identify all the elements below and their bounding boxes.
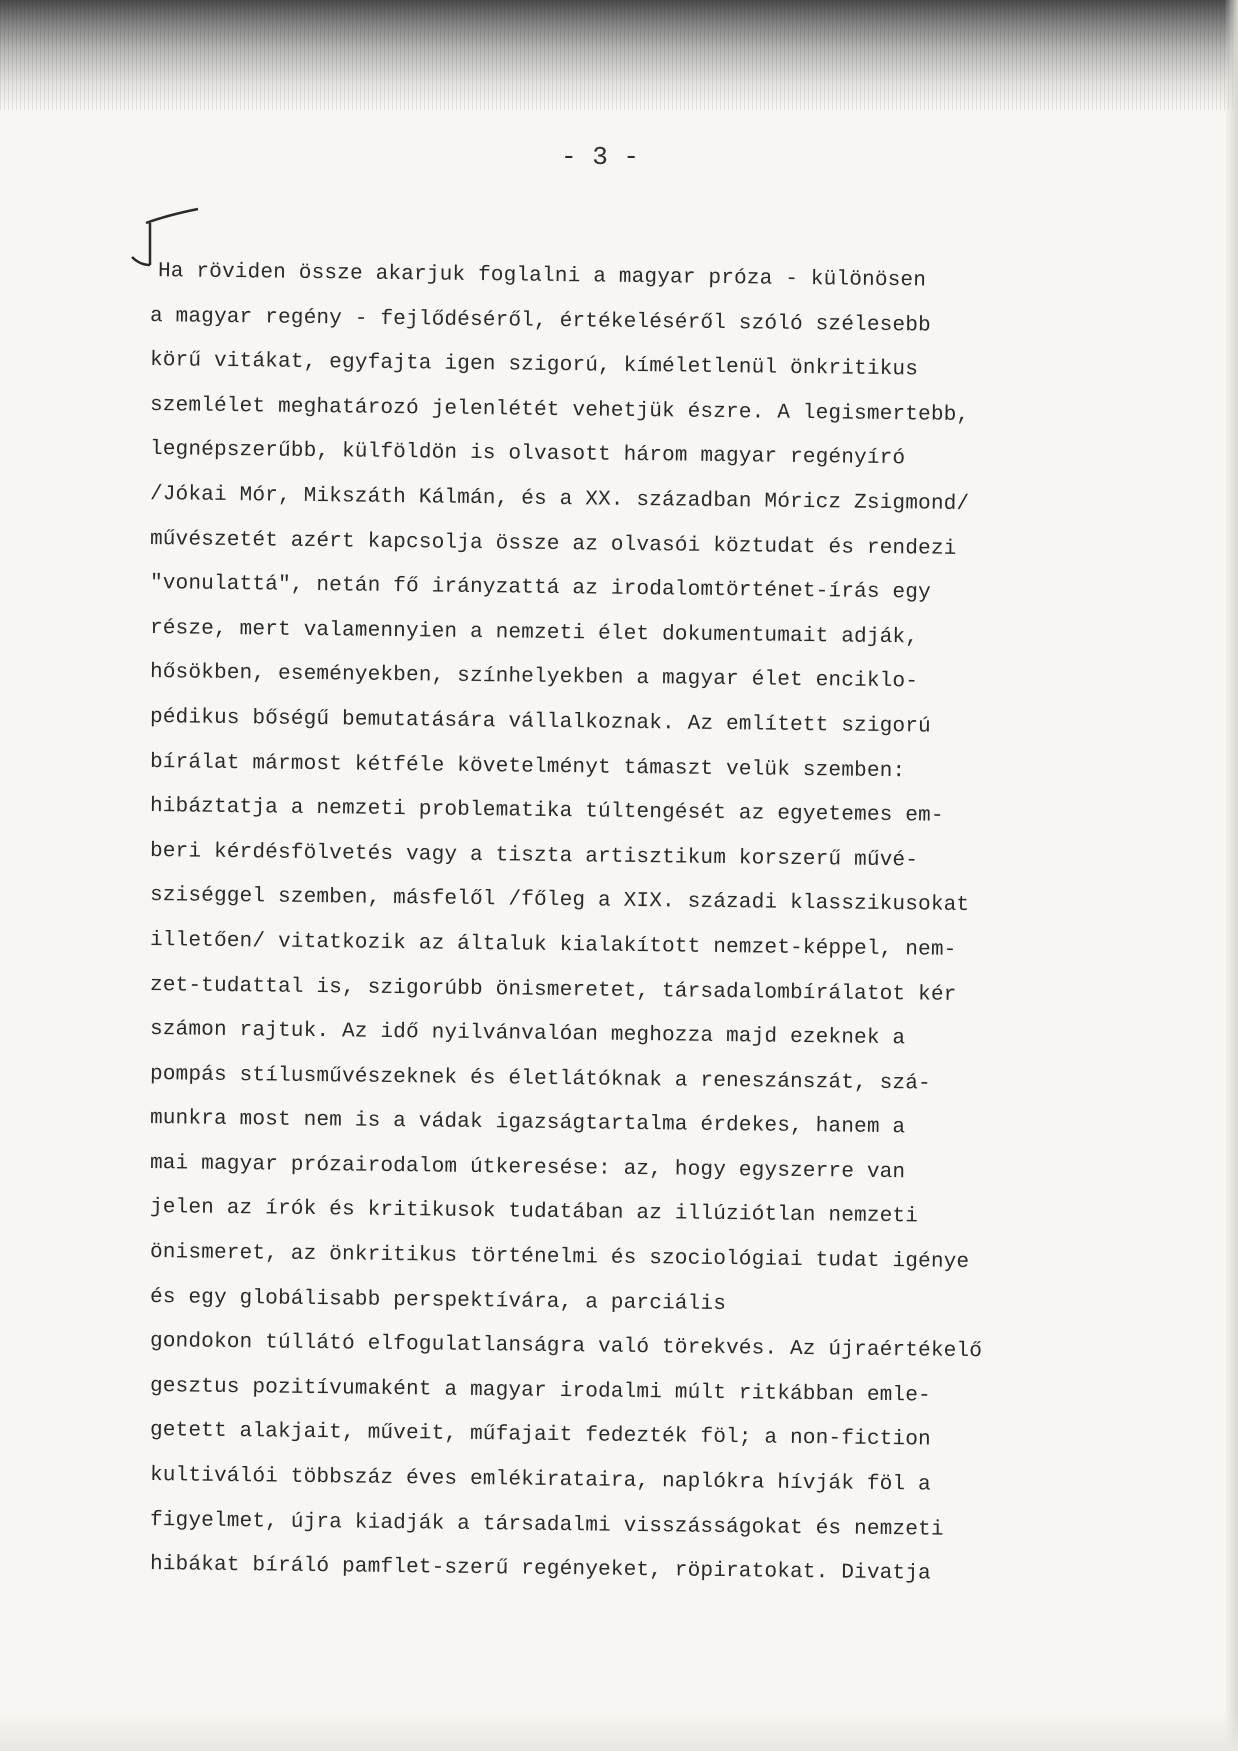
text-line: /Jókai Mór, Mikszáth Kálmán, és a XX. században Móricz Zsigmond/ [149, 482, 970, 516]
text-line: bírálat mármost kétféle követelményt támaszt velük szemben: [149, 750, 906, 783]
text-line: számon rajtuk. Az idő nyilvánvalóan meghozza majd ezeknek a [149, 1018, 906, 1051]
text-line: zet-tudattal is, szigorúbb önismeretet, társadalombírálatot kér [149, 973, 957, 1007]
text-line: munkra most nem is a vádak igazságtartalma érdekes, hanem a [149, 1107, 906, 1140]
text-line: sziséggel szemben, másfelől /főleg a XIX. századi klasszikusokat [149, 884, 970, 918]
text-line: gesztus pozitívumaként a magyar irodalmi múlt ritkábban emle- [149, 1374, 932, 1408]
text-line: getett alakjait, műveit, műfajait fedezték föl; a non-fiction [149, 1419, 932, 1452]
text-line: szemlélet meghatározó jelenlétét vehetjük észre. A legismertebb, [149, 393, 970, 427]
text-line: kultiválói többszáz éves emlékirataira, naplókra hívják föl a [149, 1464, 932, 1497]
text-line: illetően/ vitatkozik az általuk kialakított nemzet-képpel, nem- [149, 928, 957, 962]
text-line: művészetét azért kapcsolja össze az olvasói köztudat és rendezi [149, 527, 957, 561]
page-number: - 3 - [560, 142, 639, 172]
text-line: része, mert valamennyien a nemzeti élet dokumentumait adják, [149, 616, 919, 650]
text-line: körű vitákat, egyfajta igen szigorú, kíméletlenül önkritikus [149, 349, 919, 382]
text-line: beri kérdésfölvetés vagy a tiszta artisztikum korszerű művé- [149, 839, 919, 873]
text-line: mai magyar prózairodalom útkeresése: az, hogy egyszerre van [149, 1151, 906, 1185]
text-line: a magyar regény - fejlődéséről, értékeléséről szóló szélesebb [149, 304, 932, 338]
scan-shadow-right [1224, 0, 1238, 1751]
text-line: figyelmet, újra kiadják a társadalmi visszásságokat és nemzeti [149, 1508, 944, 1542]
scan-shadow-bottom [0, 1711, 1238, 1751]
text-line: Ha röviden össze akarjuk foglalni a magyar próza - különösen [157, 260, 927, 293]
text-line: hibákat bíráló pamflet-szerű regényeket, röpiratokat. Divatja [149, 1553, 932, 1586]
text-line: "vonulattá", netán fő irányzattá az irodalomtörténet-írás egy [149, 572, 932, 605]
text-line: jelen az írók és kritikusok tudatában az illúziótlan nemzeti [149, 1196, 919, 1229]
text-line: és egy globálisabb perspektívára, a parciális [149, 1285, 727, 1316]
text-line: önismeret, az önkritikus történelmi és szociológiai tudat igénye [149, 1241, 970, 1275]
text-line: legnépszerűbb, külföldön is olvasott három magyar regényíró [149, 438, 906, 471]
text-line: hősökben, eseményekben, színhelyekben a magyar élet enciklo- [149, 661, 919, 694]
text-line: pompás stílusművészeknek és életlátóknak a reneszánszát, szá- [149, 1062, 932, 1096]
body-text [150, 250, 1100, 1588]
text-line: pédikus bőségű bemutatására vállalkoznak. Az említett szigorú [149, 705, 932, 739]
text-line: hibáztatja a nemzeti problematika túltengését az egyetemes em- [149, 795, 944, 828]
scan-shadow-top [0, 0, 1238, 110]
text-line: gondokon túllátó elfogulatlanságra való törekvés. Az újraértékelő [149, 1330, 983, 1364]
